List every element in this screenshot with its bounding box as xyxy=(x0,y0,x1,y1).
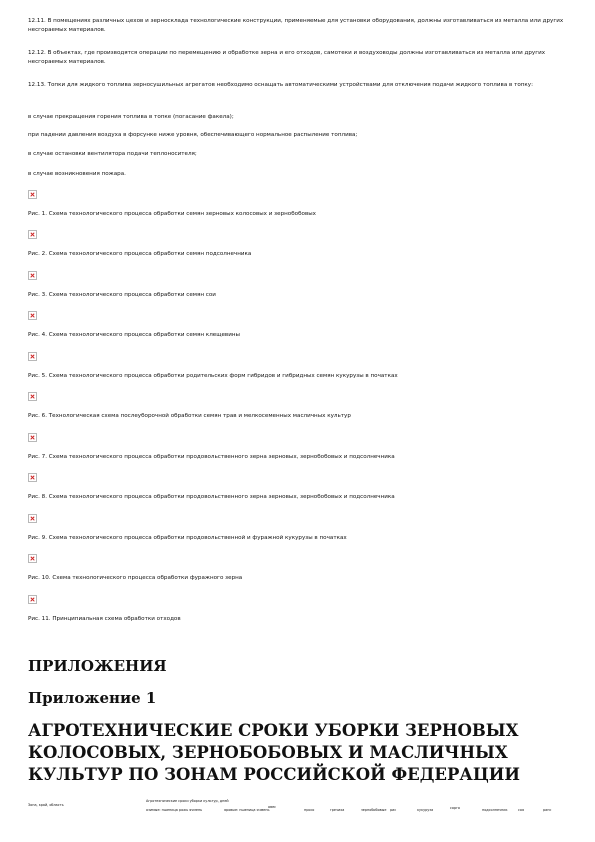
paragraph-12-12: 12.12. В объектах, где производятся операции по перемещению и обработке зерна и его отходов, самотеки и воздуховоды должны изготавливаться из металла или других несгораемых материалов. xyxy=(28,50,546,65)
figure-caption: Рис. 11. Принципиальная схема обработки отходов xyxy=(28,616,181,622)
table-header-cell: гречиха xyxy=(330,808,345,812)
table-header-cell: подсолнечник xyxy=(482,808,508,812)
figure-8 xyxy=(28,473,395,502)
figure-caption: Рис. 5. Схема технологического процесса обработки родительских форм гибридов и гибридных семян кукурузы в початках xyxy=(28,373,398,379)
figure-caption: Рис. 7. Схема технологического процесса обработки продовольственного зерна зерновых, зернобобовых и подсолнечника xyxy=(28,454,395,460)
broken-image-icon[interactable] xyxy=(28,595,37,604)
table-header-cell: кукуруза xyxy=(417,808,434,812)
paragraph-12-13: 12.13. Топки для жидкого топлива зерносушильных агрегатов необходимо оснащать автоматическими устройствами для отключения подачи жидкого топлива в топку: xyxy=(28,82,534,88)
appendices-heading: ПРИЛОЖЕНИЯ xyxy=(28,657,167,675)
figure-caption: Рис. 10. Схема технологического процесса обработки фуражного зерна xyxy=(28,575,243,581)
table-header-cell: сорго xyxy=(450,806,460,810)
broken-image-icon[interactable] xyxy=(28,433,37,442)
figure-caption: Рис. 3. Схема технологического процесса обработки семян сои xyxy=(28,292,216,298)
figure-3 xyxy=(28,271,216,300)
table-header-cell: овес xyxy=(268,805,277,809)
figure-caption: Рис. 6. Технологическая схема послеуборочной обработки семян трав и мелкосеменных масличных культур xyxy=(28,413,351,419)
broken-image-icon[interactable] xyxy=(28,230,37,239)
figure-9 xyxy=(28,514,347,543)
table-header-cell: рапс xyxy=(543,808,552,812)
table-header-cell: просо xyxy=(304,808,315,812)
broken-image-icon[interactable] xyxy=(28,392,37,401)
table-header-cell: соя xyxy=(518,808,524,812)
broken-image-icon[interactable] xyxy=(28,473,37,482)
broken-image-icon[interactable] xyxy=(28,311,37,320)
appendix-title: АГРОТЕХНИЧЕСКИЕ СРОКИ УБОРКИ ЗЕРНОВЫХ КОЛОСОВЫХ, ЗЕРНОБОБОВЫХ И МАСЛИЧНЫХ КУЛЬТУР ПО ЗОНАМ РОССИЙСКОЙ ФЕДЕРАЦИИ xyxy=(28,721,520,784)
figure-caption: Рис. 8. Схема технологического процесса обработки продовольственного зерна зерновых, зернобобовых и подсолнечника xyxy=(28,494,395,500)
list-item: при падении давления воздуха в форсунке ниже уровня, обеспечивающего нормальное распыление топлива; xyxy=(28,132,358,138)
table-header-cell: рис xyxy=(390,808,397,812)
figure-10 xyxy=(28,554,242,583)
appendix-1-heading: Приложение 1 xyxy=(28,689,157,707)
list-item: в случае возникновения пожара. xyxy=(28,171,126,177)
list-item: в случае прекращения горения топлива в топке (погасание факела); xyxy=(28,114,234,120)
figure-caption: Рис. 4. Схема технологического процесса обработки семян клещевины xyxy=(28,332,240,338)
list-item: в случае остановки вентилятора подачи теплоносителя; xyxy=(28,151,197,157)
paragraph-12-11: 12.11. В помещениях различных цехов и зерносклада технологические конструкции, применяемые для установки оборудования, должны изготавливаться из металла или других несгораемых материалов. xyxy=(28,18,564,33)
broken-image-icon[interactable] xyxy=(28,190,37,199)
table-header-cell: Агротехнические сроки уборки культур, дней xyxy=(146,799,229,803)
figure-4 xyxy=(28,311,240,340)
figure-11 xyxy=(28,595,181,624)
figure-6 xyxy=(28,392,351,421)
figure-caption: Рис. 9. Схема технологического процесса обработки продовольственной и фуражной кукурузы в початках xyxy=(28,535,347,541)
broken-image-icon[interactable] xyxy=(28,271,37,280)
table-header-cell: яровые: пшеница ячмень xyxy=(224,808,270,812)
figure-1 xyxy=(28,190,316,219)
table-header-cell: озимые: пшеница рожь ячмень xyxy=(146,808,203,812)
figure-5 xyxy=(28,352,398,381)
broken-image-icon[interactable] xyxy=(28,514,37,523)
figure-caption: Рис. 1. Схема технологического процесса обработки семян зерновых колосовых и зернобобовых xyxy=(28,211,316,217)
broken-image-icon[interactable] xyxy=(28,554,37,563)
table-header-cell: Зона, край, область xyxy=(28,803,64,807)
figure-2 xyxy=(28,230,251,259)
table-header-cell: зернобобовые xyxy=(361,808,387,812)
broken-image-icon[interactable] xyxy=(28,352,37,361)
figure-caption: Рис. 2. Схема технологического процесса обработки семян подсолнечника xyxy=(28,251,252,257)
figure-7 xyxy=(28,433,395,462)
